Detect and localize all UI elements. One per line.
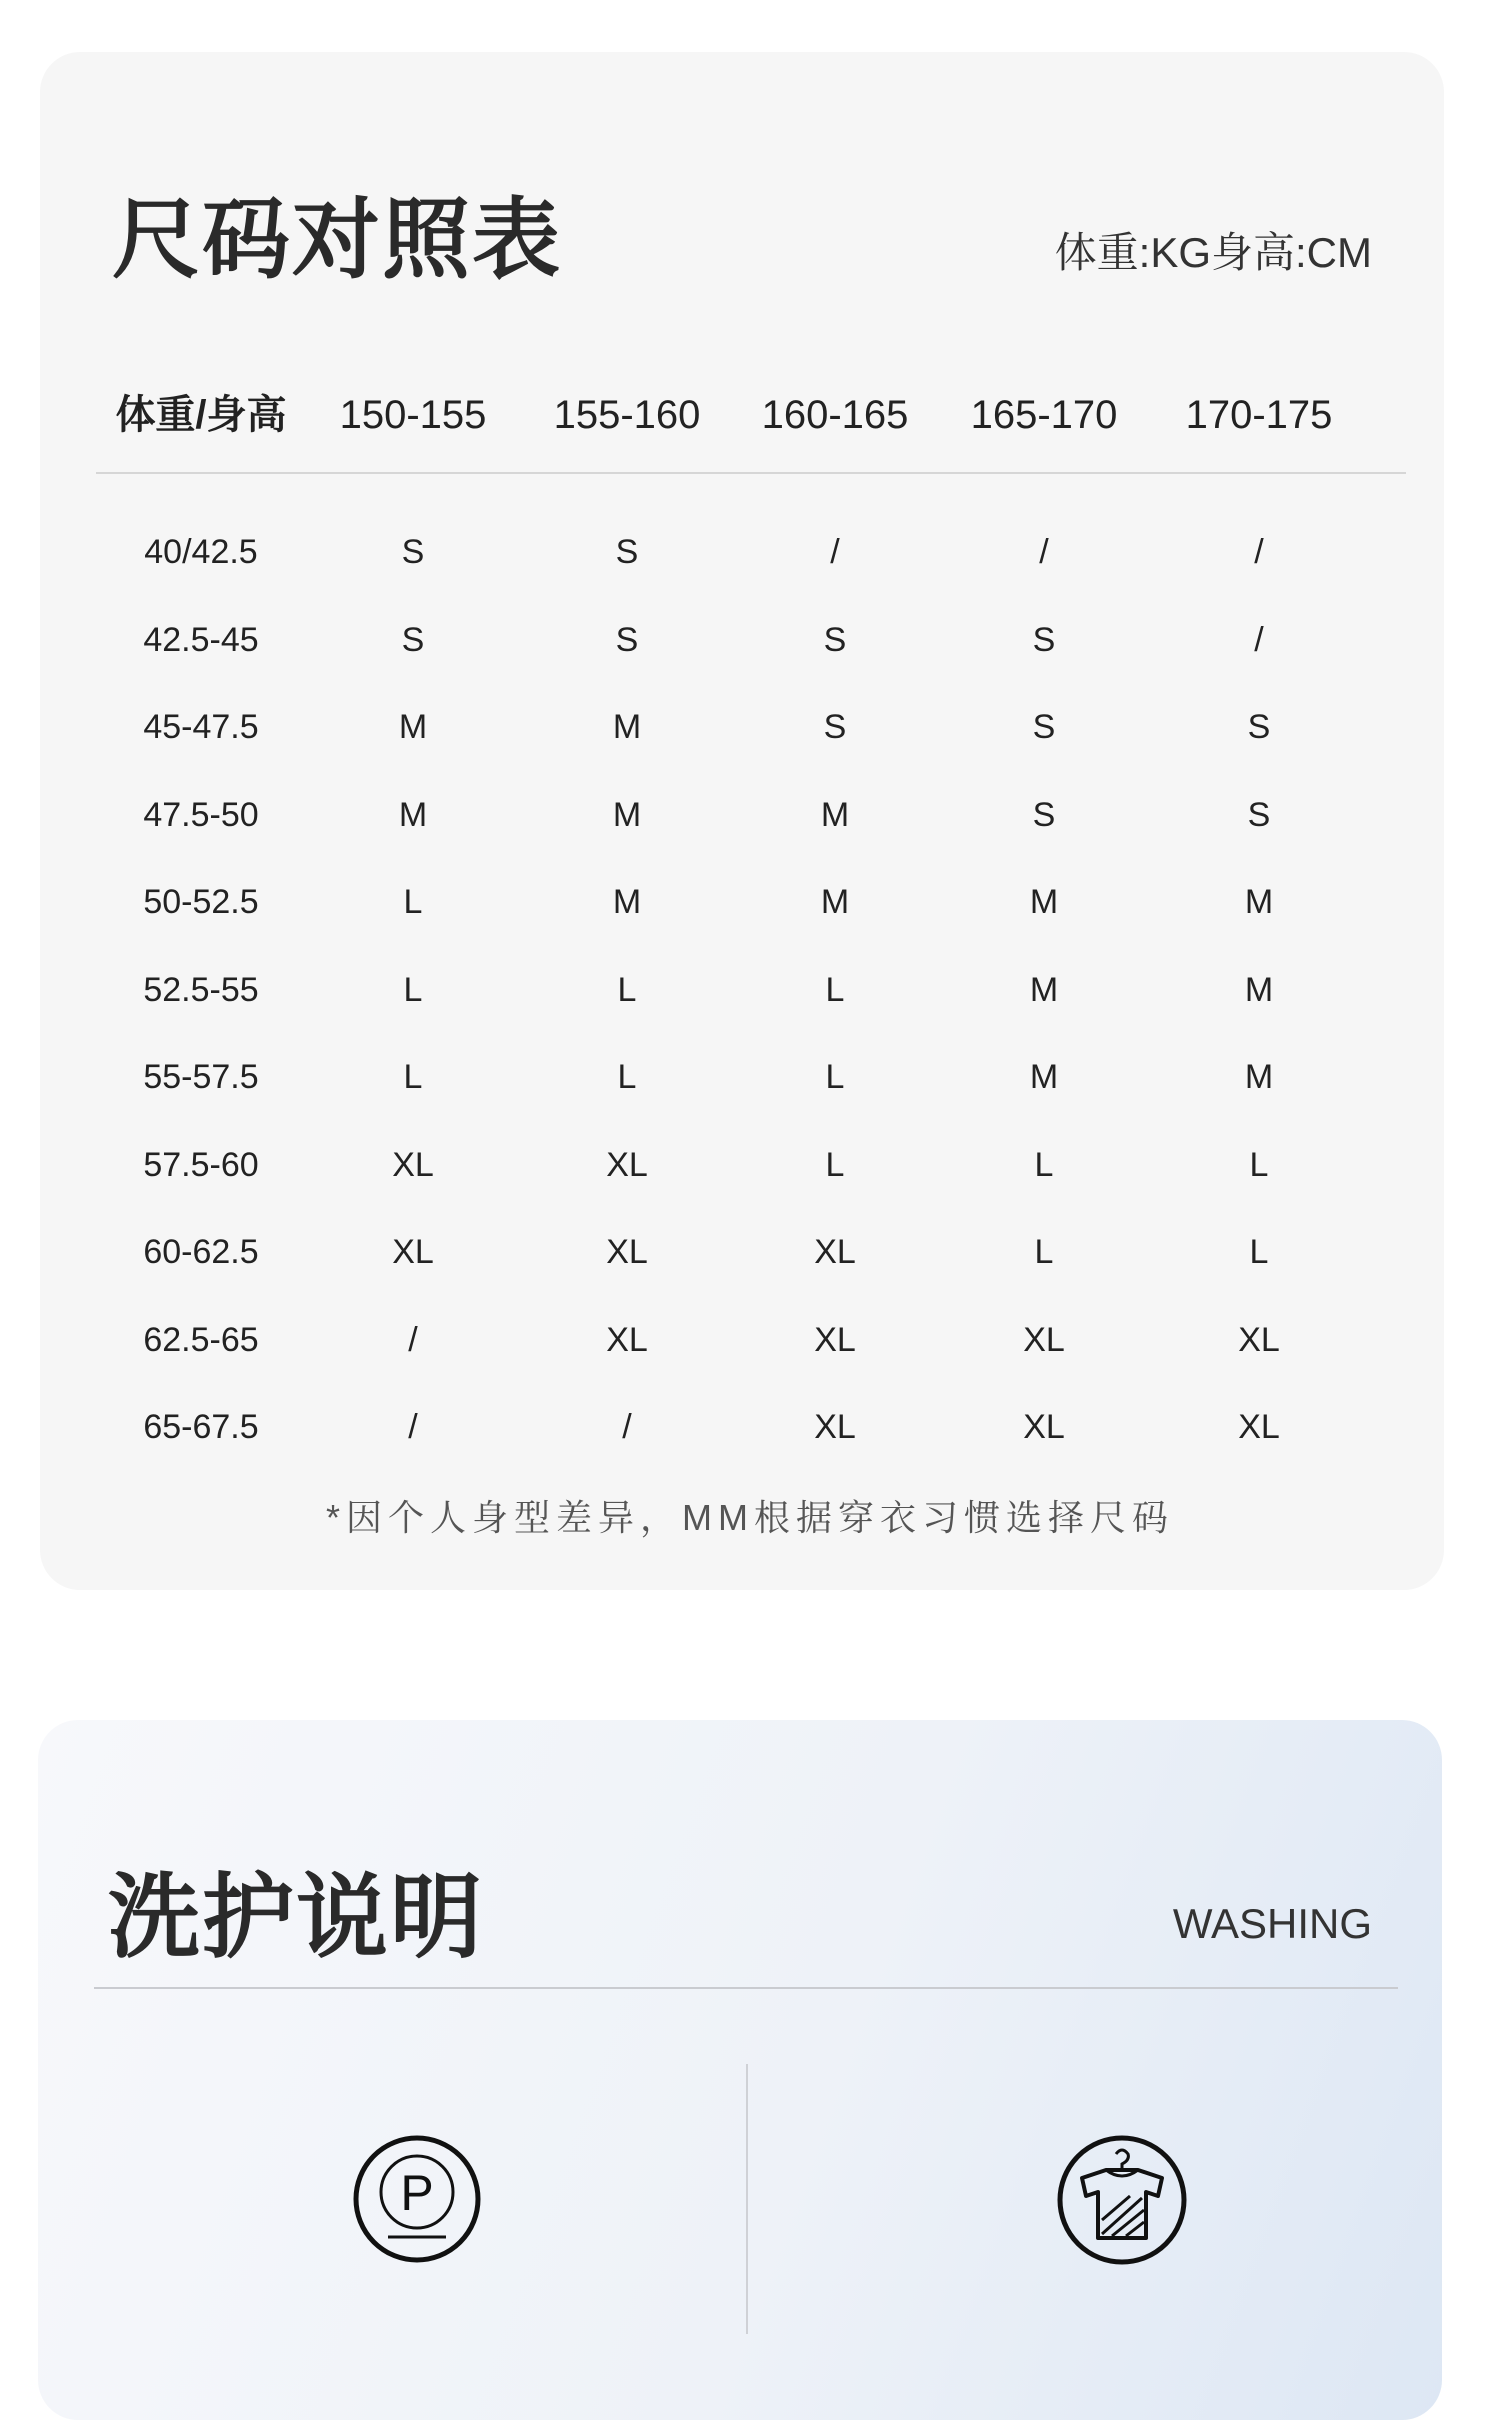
- table-row: [96, 1222, 1396, 1282]
- size-cell: /: [408, 1320, 418, 1359]
- size-cell: /: [1039, 533, 1049, 571]
- size-cell: M: [1244, 1058, 1274, 1096]
- size-chart-unit-label: 体重:KG身高:CM: [1054, 229, 1372, 276]
- size-cell: XL: [606, 1320, 648, 1359]
- size-cell: XL: [1238, 1320, 1280, 1359]
- hang-dry-shirt-icon: [1056, 2134, 1188, 2271]
- table-row: [96, 872, 1396, 932]
- size-cell: M: [612, 795, 642, 834]
- size-cell: L: [1034, 1233, 1054, 1271]
- weight-range-cell: 55-57.5: [143, 1058, 259, 1096]
- size-cell: XL: [392, 1145, 434, 1184]
- weight-range-cell: 50-52.5: [143, 883, 259, 921]
- size-chart-header-row: [96, 380, 1396, 450]
- size-cell: M: [398, 708, 428, 746]
- size-cell: XL: [392, 1233, 434, 1271]
- height-range-header: 150-155: [339, 393, 487, 437]
- header-divider: [96, 472, 1406, 474]
- size-cell: /: [830, 533, 840, 571]
- table-row: [96, 1310, 1396, 1370]
- size-cell: XL: [814, 1233, 856, 1271]
- size-chart-title: 尺码对照表: [112, 190, 563, 289]
- size-chart-note: *因个人身型差异，MM根据穿衣习惯选择尺码: [326, 1497, 1174, 1538]
- size-cell: M: [1029, 1058, 1059, 1096]
- washing-subtitle: WASHING: [1172, 1900, 1372, 1947]
- size-cell: /: [1254, 620, 1264, 659]
- size-cell: L: [617, 1058, 637, 1096]
- size-cell: L: [1249, 1233, 1269, 1271]
- size-cell: L: [825, 1145, 845, 1184]
- washing-column-divider: [746, 2064, 748, 2334]
- size-cell: L: [825, 970, 845, 1009]
- weight-range-cell: 57.5-60: [143, 1145, 259, 1184]
- size-cell: M: [398, 795, 428, 834]
- size-cell: XL: [606, 1233, 648, 1271]
- size-cell: /: [408, 1408, 418, 1446]
- size-cell: M: [820, 883, 850, 921]
- size-cell: XL: [606, 1145, 648, 1184]
- dry-clean-p-icon: [352, 2134, 482, 2269]
- height-range-header: 155-160: [553, 393, 701, 437]
- table-row: [96, 1135, 1396, 1195]
- size-cell: S: [823, 620, 847, 659]
- table-row: [96, 522, 1396, 582]
- size-cell: S: [1032, 795, 1056, 834]
- size-cell: M: [1029, 970, 1059, 1009]
- weight-range-cell: 42.5-45: [143, 620, 259, 659]
- table-row: [96, 1047, 1396, 1107]
- size-cell: L: [403, 883, 423, 921]
- weight-range-cell: 60-62.5: [143, 1233, 259, 1271]
- weight-range-cell: 47.5-50: [143, 795, 259, 834]
- size-cell: M: [820, 795, 850, 834]
- size-cell: S: [401, 620, 425, 659]
- table-row: [96, 610, 1396, 670]
- size-cell: M: [1244, 970, 1274, 1009]
- size-cell: S: [1247, 708, 1271, 746]
- size-cell: M: [1029, 883, 1059, 921]
- size-cell: S: [823, 708, 847, 746]
- washing-divider: [94, 1987, 1398, 1989]
- size-cell: XL: [814, 1320, 856, 1359]
- size-cell: /: [622, 1408, 632, 1446]
- size-cell: S: [1032, 708, 1056, 746]
- size-cell: S: [401, 533, 425, 571]
- height-range-header: 165-170: [970, 393, 1118, 437]
- weight-range-cell: 62.5-65: [143, 1320, 259, 1359]
- table-row: [96, 697, 1396, 757]
- size-cell: M: [1244, 883, 1274, 921]
- size-cell: L: [1034, 1145, 1054, 1184]
- corner-header: 体重/身高: [115, 393, 287, 437]
- dry-clean-letter: P: [400, 2165, 434, 2221]
- washing-title: 洗护说明: [108, 1867, 485, 1969]
- size-cell: XL: [1023, 1408, 1065, 1446]
- size-cell: S: [615, 533, 639, 571]
- weight-range-cell: 52.5-55: [143, 970, 259, 1009]
- size-cell: /: [1254, 533, 1264, 571]
- table-row: [96, 785, 1396, 845]
- size-cell: L: [617, 970, 637, 1009]
- washing-card: [38, 1720, 1442, 2420]
- size-cell: S: [1032, 620, 1056, 659]
- size-cell: L: [825, 1058, 845, 1096]
- height-range-header: 160-165: [761, 393, 909, 437]
- size-cell: L: [1249, 1145, 1269, 1184]
- size-cell: S: [615, 620, 639, 659]
- weight-range-cell: 65-67.5: [143, 1408, 259, 1446]
- size-cell: L: [403, 1058, 423, 1096]
- size-cell: L: [403, 970, 423, 1009]
- size-cell: M: [612, 883, 642, 921]
- height-range-header: 170-175: [1185, 393, 1333, 437]
- size-cell: M: [612, 708, 642, 746]
- weight-range-cell: 45-47.5: [143, 708, 259, 746]
- size-cell: XL: [1238, 1408, 1280, 1446]
- table-row: [96, 1397, 1396, 1457]
- weight-range-cell: 40/42.5: [144, 533, 258, 571]
- size-cell: S: [1247, 795, 1271, 834]
- size-cell: XL: [814, 1408, 856, 1446]
- table-row: [96, 960, 1396, 1020]
- size-cell: XL: [1023, 1320, 1065, 1359]
